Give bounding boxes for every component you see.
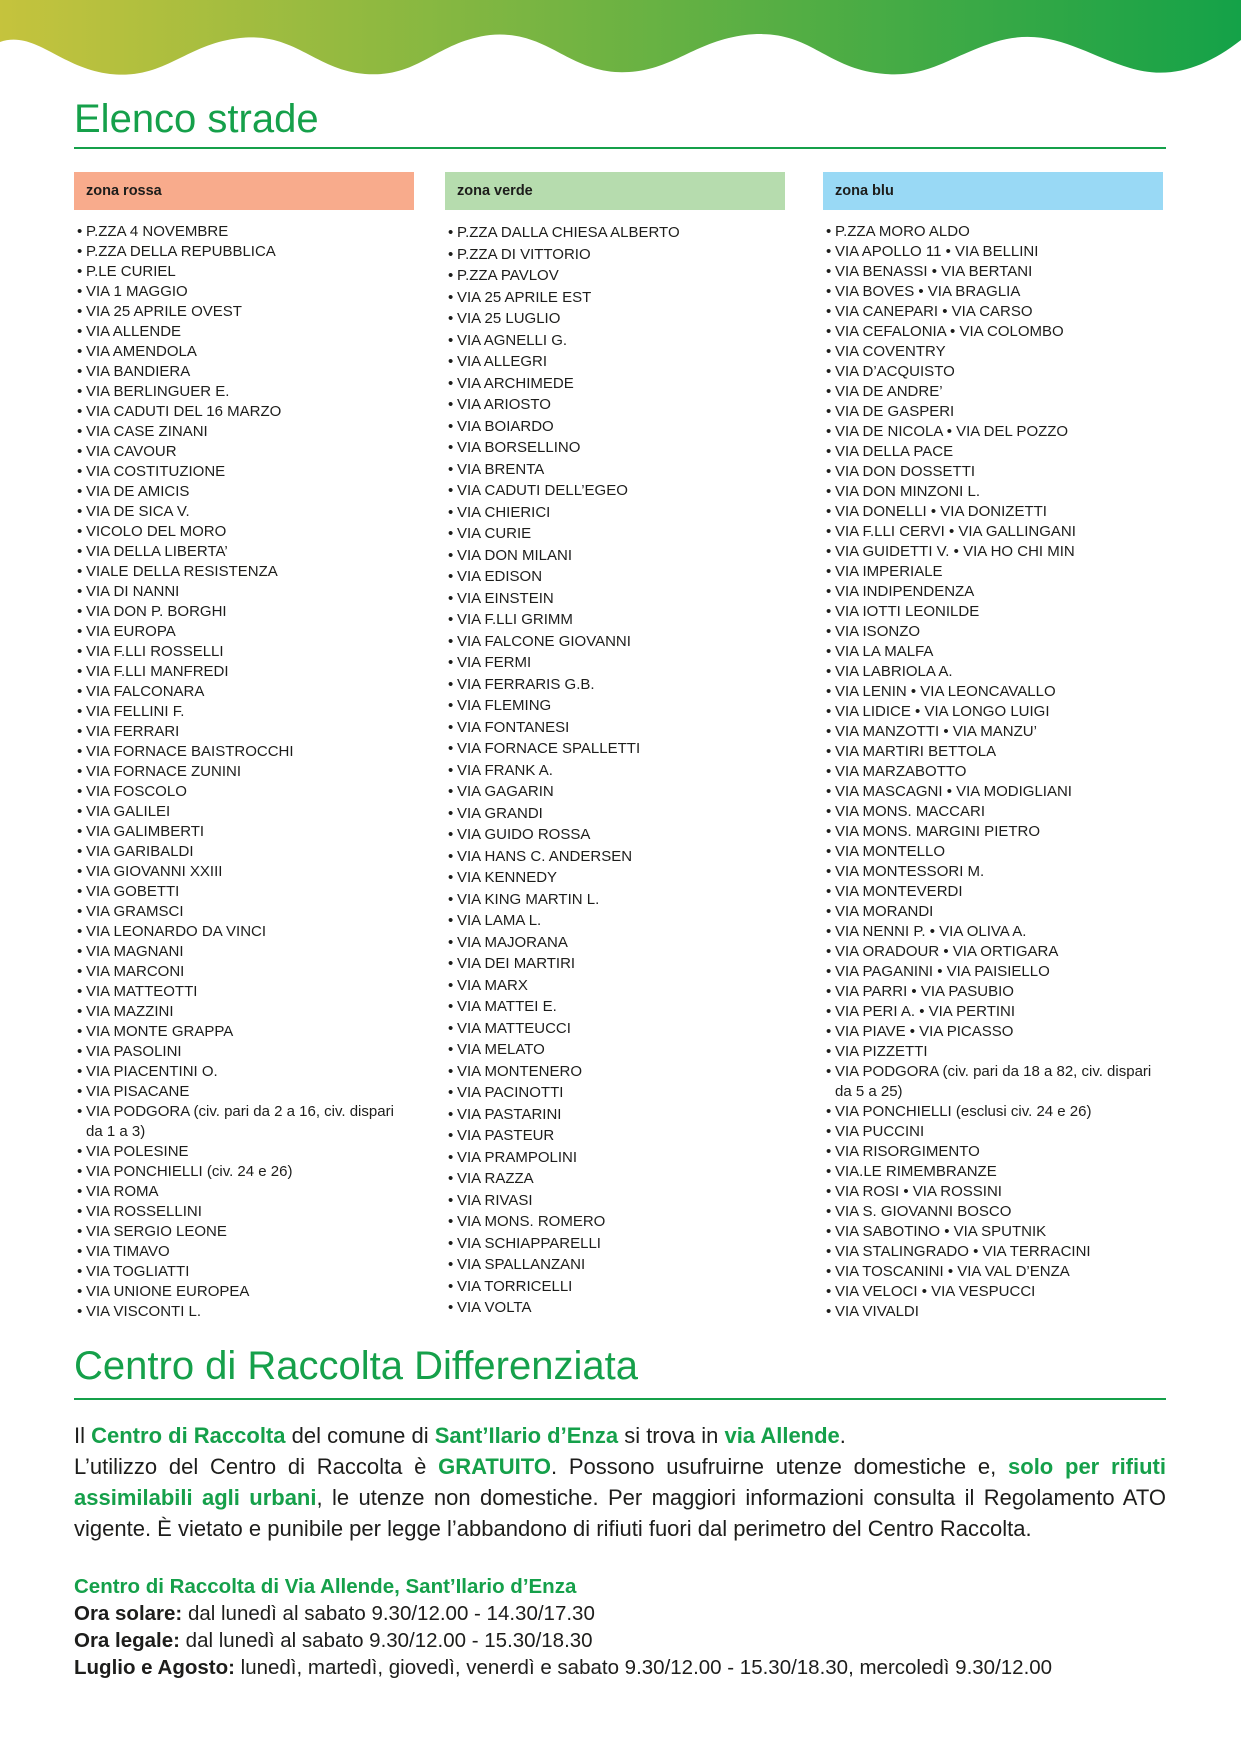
collection-center-divider — [74, 1398, 1166, 1400]
street-item: • VIA FALCONARA — [74, 682, 414, 702]
street-item: • VIA EUROPA — [74, 622, 414, 642]
street-item: • VIA MAZZINI — [74, 1002, 414, 1022]
street-item: • VIA GUIDETTI V. • VIA HO CHI MIN — [823, 542, 1163, 562]
street-item: • VIA LEONARDO DA VINCI — [74, 922, 414, 942]
street-item: • VIA RAZZA — [445, 1168, 785, 1190]
street-item: • VIA ROMA — [74, 1182, 414, 1202]
street-item: • VIA 1 MAGGIO — [74, 282, 414, 302]
street-item: • VIA MONS. ROMERO — [445, 1211, 785, 1233]
street-item: • VIA KENNEDY — [445, 867, 785, 889]
collection-center-title: Centro di Raccolta Differenziata — [74, 1344, 638, 1388]
hours-label: Luglio e Agosto: — [74, 1656, 235, 1679]
street-item: • VIA VISCONTI L. — [74, 1302, 414, 1322]
zone-red-header: zona rossa — [74, 172, 414, 210]
street-item: • VIA EDISON — [445, 566, 785, 588]
street-item: • VIA PIZZETTI — [823, 1042, 1163, 1062]
street-item: • VIA S. GIOVANNI BOSCO — [823, 1202, 1163, 1222]
street-item: • VIA COSTITUZIONE — [74, 462, 414, 482]
street-item: • VIA VELOCI • VIA VESPUCCI — [823, 1282, 1163, 1302]
collection-center-info — [74, 1420, 1166, 1544]
street-item: • VIA PODGORA (civ. pari da 18 a 82, civ. dispari da 5 a 25) — [823, 1062, 1163, 1102]
street-item: • VIA CURIE — [445, 523, 785, 545]
street-item: • VIA DON P. BORGHI — [74, 602, 414, 622]
street-item: • VIA 25 APRILE OVEST — [74, 302, 414, 322]
hours-text: dal lunedì al sabato 9.30/12.00 - 14.30/17.30 — [182, 1602, 595, 1625]
street-item: • VIA GOBETTI — [74, 882, 414, 902]
street-item: • VIA GUIDO ROSSA — [445, 824, 785, 846]
street-item: • VIA BANDIERA — [74, 362, 414, 382]
street-item: • VIA FORNACE BAISTROCCHI — [74, 742, 414, 762]
street-item: • VIA PAGANINI • VIA PAISIELLO — [823, 962, 1163, 982]
street-item: • VIA SABOTINO • VIA SPUTNIK — [823, 1222, 1163, 1242]
street-item: • VIA DE AMICIS — [74, 482, 414, 502]
street-item: • VIA FERMI — [445, 652, 785, 674]
street-item: • VIA GAGARIN — [445, 781, 785, 803]
street-item: • VIA ROSSELLINI — [74, 1202, 414, 1222]
street-item: • VIA MONS. MACCARI — [823, 802, 1163, 822]
street-item: • VIA MONTENERO — [445, 1061, 785, 1083]
street-item: • VIA 25 LUGLIO — [445, 308, 785, 330]
street-item: • VIA FERRARI — [74, 722, 414, 742]
text-segment: Il — [74, 1423, 92, 1448]
street-item: • VIA LAMA L. — [445, 910, 785, 932]
street-item: • VIA FRANK A. — [445, 760, 785, 782]
street-item: • VIA PIACENTINI O. — [74, 1062, 414, 1082]
street-item: • VIA CADUTI DEL 16 MARZO — [74, 402, 414, 422]
street-item: • VIA FOSCOLO — [74, 782, 414, 802]
street-item: • VIA TOGLIATTI — [74, 1262, 414, 1282]
street-item: • VIA KING MARTIN L. — [445, 889, 785, 911]
street-item: • VIA PIAVE • VIA PICASSO — [823, 1022, 1163, 1042]
street-item: • VIA LIDICE • VIA LONGO LUIGI — [823, 702, 1163, 722]
zone-green-street-list — [445, 222, 785, 1319]
street-item: • VIA FERRARIS G.B. — [445, 674, 785, 696]
street-item: • VIA DEI MARTIRI — [445, 953, 785, 975]
street-item: • VIA MARTIRI BETTOLA — [823, 742, 1163, 762]
street-item: • VIA CASE ZINANI — [74, 422, 414, 442]
street-item: • VIA DON MINZONI L. — [823, 482, 1163, 502]
highlight-centro: Centro di Raccolta — [91, 1423, 286, 1448]
highlight-waste-type: solo per rifiuti assimilabili agli urbani — [74, 1454, 1166, 1510]
hours-text: dal lunedì al sabato 9.30/12.00 - 15.30/18.30 — [179, 1629, 593, 1652]
opening-hours — [74, 1573, 1174, 1681]
street-item: • VICOLO DEL MORO — [74, 522, 414, 542]
street-item: • P.ZZA DELLA REPUBBLICA — [74, 242, 414, 262]
zone-red-street-list — [74, 222, 414, 1322]
street-item: • VIA DON MILANI — [445, 545, 785, 567]
street-item: • VIA CHIERICI — [445, 502, 785, 524]
street-item: • VIA ORADOUR • VIA ORTIGARA — [823, 942, 1163, 962]
highlight-free: GRATUITO — [438, 1454, 551, 1479]
street-item: • VIA UNIONE EUROPEA — [74, 1282, 414, 1302]
street-item: • VIA PISACANE — [74, 1082, 414, 1102]
street-item: • VIA PODGORA (civ. pari da 2 a 16, civ. dispari da 1 a 3) — [74, 1102, 414, 1142]
opening-hours-row-solar — [74, 1600, 1174, 1627]
street-item: • VIA BENASSI • VIA BERTANI — [823, 262, 1163, 282]
street-item: • VIA AMENDOLA — [74, 342, 414, 362]
street-item: • VIA APOLLO 11 • VIA BELLINI — [823, 242, 1163, 262]
street-item: • VIA D’ACQUISTO — [823, 362, 1163, 382]
street-item: • VIA GARIBALDI — [74, 842, 414, 862]
street-item: • VIA PONCHIELLI (esclusi civ. 24 e 26) — [823, 1102, 1163, 1122]
header-wave-decoration — [0, 0, 1241, 80]
street-item: • VIALE DELLA RESISTENZA — [74, 562, 414, 582]
street-item: • VIA CAVOUR — [74, 442, 414, 462]
street-item: • VIA BOVES • VIA BRAGLIA — [823, 282, 1163, 302]
street-item: • P.ZZA PAVLOV — [445, 265, 785, 287]
street-item: • VIA TOSCANINI • VIA VAL D’ENZA — [823, 1262, 1163, 1282]
street-item: • VIA EINSTEIN — [445, 588, 785, 610]
street-item: • VIA BERLINGUER E. — [74, 382, 414, 402]
street-item: • VIA MONTELLO — [823, 842, 1163, 862]
street-item: • VIA IMPERIALE — [823, 562, 1163, 582]
street-item: • VIA GRAMSCI — [74, 902, 414, 922]
street-item: • VIA NENNI P. • VIA OLIVA A. — [823, 922, 1163, 942]
street-item: • VIA DE ANDRE’ — [823, 382, 1163, 402]
street-item: • VIA SERGIO LEONE — [74, 1222, 414, 1242]
street-item: • VIA MONS. MARGINI PIETRO — [823, 822, 1163, 842]
street-item: • VIA PASTARINI — [445, 1104, 785, 1126]
info-paragraph-location — [74, 1420, 1166, 1451]
title-divider — [74, 147, 1166, 149]
street-item: • VIA TORRICELLI — [445, 1276, 785, 1298]
street-item: • VIA MATTEUCCI — [445, 1018, 785, 1040]
street-item: • VIA MONTE GRAPPA — [74, 1022, 414, 1042]
street-item: • VIA POLESINE — [74, 1142, 414, 1162]
street-item: • VIA ALLEGRI — [445, 351, 785, 373]
street-item: • VIA COVENTRY — [823, 342, 1163, 362]
street-item: • VIA MARZABOTTO — [823, 762, 1163, 782]
street-item: • VIA DON DOSSETTI — [823, 462, 1163, 482]
street-item: • VIA LABRIOLA A. — [823, 662, 1163, 682]
zone-green-column — [445, 172, 785, 1319]
street-item: • VIA PERI A. • VIA PERTINI — [823, 1002, 1163, 1022]
street-item: • VIA RIVASI — [445, 1190, 785, 1212]
street-item: • VIA BRENTA — [445, 459, 785, 481]
street-item: • VIA MARCONI — [74, 962, 414, 982]
text-segment: . — [839, 1423, 846, 1448]
street-item: • VIA PARRI • VIA PASUBIO — [823, 982, 1163, 1002]
street-item: • VIA F.LLI ROSSELLI — [74, 642, 414, 662]
street-item: • VIA DELLA PACE — [823, 442, 1163, 462]
street-item: • VIA CADUTI DELL’EGEO — [445, 480, 785, 502]
street-item: • VIA GIOVANNI XXIII — [74, 862, 414, 882]
street-item: • VIA BOIARDO — [445, 416, 785, 438]
text-segment: . Possono usufruirne utenze domestiche e, — [550, 1454, 1009, 1479]
street-item: • VIA DELLA LIBERTA’ — [74, 542, 414, 562]
highlight-town: Sant’Ilario d’Enza — [434, 1423, 619, 1448]
street-item: • VIA PASOLINI — [74, 1042, 414, 1062]
street-item: • VIA FALCONE GIOVANNI — [445, 631, 785, 653]
hours-text: lunedì, martedì, giovedì, venerdì e sabato 9.30/12.00 - 15.30/18.30, mercoledì 9.30/12.00 — [234, 1656, 1053, 1679]
street-item: • P.ZZA 4 NOVEMBRE — [74, 222, 414, 242]
street-item: • VIA INDIPENDENZA — [823, 582, 1163, 602]
street-item: • VIA PASTEUR — [445, 1125, 785, 1147]
street-item: • VIA SCHIAPPARELLI — [445, 1233, 785, 1255]
street-item: • VIA FELLINI F. — [74, 702, 414, 722]
zone-blue-column — [823, 172, 1163, 1322]
street-item: • VIA ROSI • VIA ROSSINI — [823, 1182, 1163, 1202]
street-item: • VIA ALLENDE — [74, 322, 414, 342]
street-item: • VIA DI NANNI — [74, 582, 414, 602]
street-item: • VIA MASCAGNI • VIA MODIGLIANI — [823, 782, 1163, 802]
opening-hours-row-summer — [74, 1654, 1174, 1681]
street-item: • VIA MORANDI — [823, 902, 1163, 922]
street-item: • VIA MELATO — [445, 1039, 785, 1061]
text-segment: si trova in — [618, 1423, 725, 1448]
zone-green-header: zona verde — [445, 172, 785, 210]
zone-blue-street-list — [823, 222, 1163, 1322]
street-item: • VIA PUCCINI — [823, 1122, 1163, 1142]
street-item: • VIA IOTTI LEONILDE — [823, 602, 1163, 622]
street-item: • VIA CEFALONIA • VIA COLOMBO — [823, 322, 1163, 342]
street-item: • VIA MANZOTTI • VIA MANZU’ — [823, 722, 1163, 742]
street-item: • VIA PRAMPOLINI — [445, 1147, 785, 1169]
street-item: • VIA ARCHIMEDE — [445, 373, 785, 395]
street-item: • VIA ARIOSTO — [445, 394, 785, 416]
zone-blue-header: zona blu — [823, 172, 1163, 210]
street-item: • P.ZZA DALLA CHIESA ALBERTO — [445, 222, 785, 244]
street-item: • VIA DE GASPERI — [823, 402, 1163, 422]
zone-red-column — [74, 172, 414, 1322]
street-item: • VIA AGNELLI G. — [445, 330, 785, 352]
text-segment: L’utilizzo del Centro di Raccolta è — [74, 1454, 439, 1479]
street-item: • VIA HANS C. ANDERSEN — [445, 846, 785, 868]
street-item: • VIA CANEPARI • VIA CARSO — [823, 302, 1163, 322]
info-paragraph-rules — [74, 1451, 1166, 1544]
street-item: • P.LE CURIEL — [74, 262, 414, 282]
street-item: • VIA MATTEI E. — [445, 996, 785, 1018]
street-item: • VIA DE NICOLA • VIA DEL POZZO — [823, 422, 1163, 442]
opening-hours-row-legal — [74, 1627, 1174, 1654]
street-item: • VIA F.LLI GRIMM — [445, 609, 785, 631]
street-item: • VIA DONELLI • VIA DONIZETTI — [823, 502, 1163, 522]
highlight-street: via Allende — [724, 1423, 840, 1448]
street-list-title: Elenco strade — [74, 97, 319, 141]
hours-label: Ora solare: — [74, 1602, 183, 1625]
text-segment: , le utenze non domestiche. Per maggiori informazioni consulta il Regolamento ATO vigente. È vietato e punibile per legge l’abbandono di rifiuti fuori dal perimetro del Centro Raccolta. — [74, 1485, 1166, 1541]
street-item: • VIA LA MALFA — [823, 642, 1163, 662]
street-item: • VIA MONTEVERDI — [823, 882, 1163, 902]
street-item: • VIA MONTESSORI M. — [823, 862, 1163, 882]
street-item: • VIA.LE RIMEMBRANZE — [823, 1162, 1163, 1182]
hours-label: Ora legale: — [74, 1629, 180, 1652]
street-item: • VIA MAGNANI — [74, 942, 414, 962]
street-item: • VIA RISORGIMENTO — [823, 1142, 1163, 1162]
street-item: • VIA MATTEOTTI — [74, 982, 414, 1002]
street-item: • VIA FLEMING — [445, 695, 785, 717]
street-item: • VIA SPALLANZANI — [445, 1254, 785, 1276]
street-item: • VIA BORSELLINO — [445, 437, 785, 459]
street-item: • VIA GRANDI — [445, 803, 785, 825]
street-item: • VIA PONCHIELLI (civ. 24 e 26) — [74, 1162, 414, 1182]
street-item: • VIA VOLTA — [445, 1297, 785, 1319]
street-item: • VIA PACINOTTI — [445, 1082, 785, 1104]
street-item: • VIA MARX — [445, 975, 785, 997]
street-item: • VIA ISONZO — [823, 622, 1163, 642]
street-item: • VIA FORNACE SPALLETTI — [445, 738, 785, 760]
street-item: • VIA 25 APRILE EST — [445, 287, 785, 309]
street-item: • VIA F.LLI MANFREDI — [74, 662, 414, 682]
street-item: • VIA STALINGRADO • VIA TERRACINI — [823, 1242, 1163, 1262]
street-item: • VIA FORNACE ZUNINI — [74, 762, 414, 782]
opening-hours-title: Centro di Raccolta di Via Allende, Sant’Ilario d’Enza — [74, 1575, 577, 1598]
street-item: • VIA GALILEI — [74, 802, 414, 822]
street-item: • P.ZZA MORO ALDO — [823, 222, 1163, 242]
street-item: • VIA MAJORANA — [445, 932, 785, 954]
street-item: • P.ZZA DI VITTORIO — [445, 244, 785, 266]
street-item: • VIA F.LLI CERVI • VIA GALLINGANI — [823, 522, 1163, 542]
street-item: • VIA TIMAVO — [74, 1242, 414, 1262]
street-item: • VIA GALIMBERTI — [74, 822, 414, 842]
text-segment: del comune di — [285, 1423, 435, 1448]
street-item: • VIA DE SICA V. — [74, 502, 414, 522]
street-item: • VIA VIVALDI — [823, 1302, 1163, 1322]
street-item: • VIA FONTANESI — [445, 717, 785, 739]
street-item: • VIA LENIN • VIA LEONCAVALLO — [823, 682, 1163, 702]
